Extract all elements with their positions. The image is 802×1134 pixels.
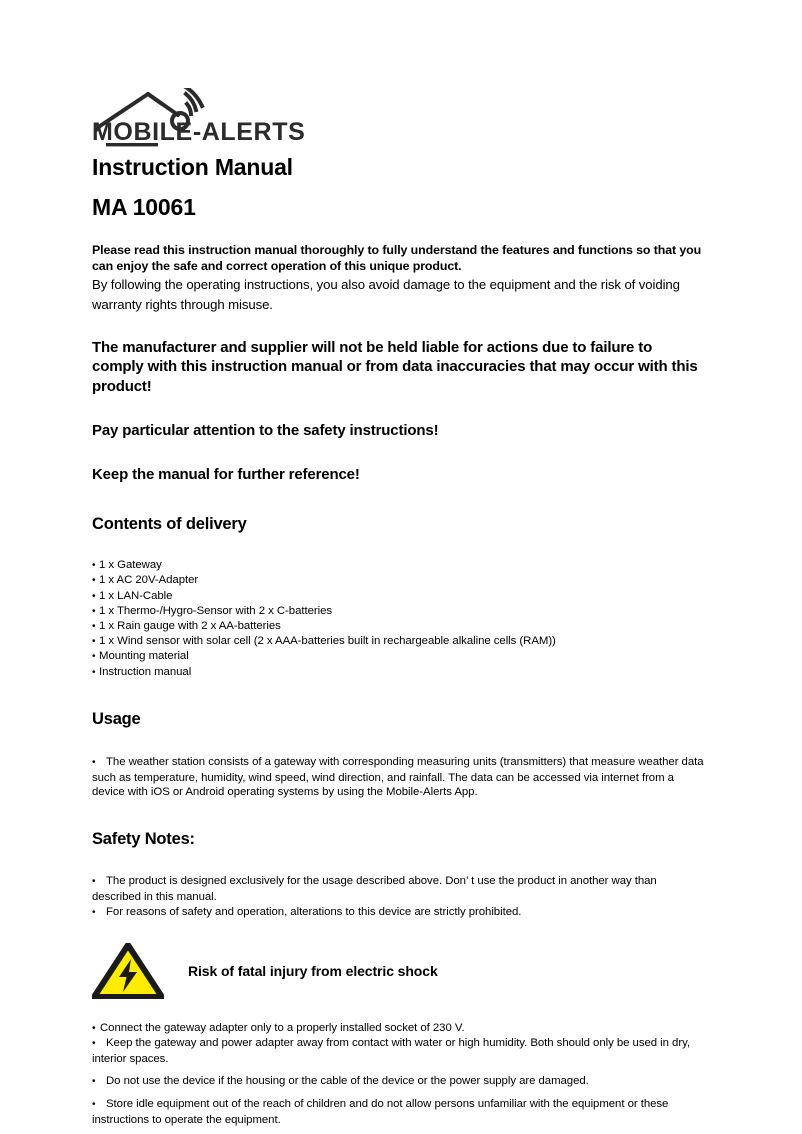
list-item: • 1 x AC 20V-Adapter [92, 573, 704, 588]
safety-notes-list [92, 874, 704, 920]
bullet-icon: • [92, 1076, 96, 1088]
list-item-text: Store idle equipment out of the reach of children and do not allow persons unfamiliar with the equipment or these instructions to operate the equipment. [92, 1097, 669, 1126]
usage-notes-list [92, 755, 704, 800]
list-item: • 1 x Rain gauge with 2 x AA-batteries [92, 619, 704, 634]
intro-regular-paragraph: By following the operating instructions, you also avoid damage to the equipment and the risk of voiding warranty rights through misuse. [92, 276, 680, 313]
section-heading-delivery: Contents of delivery [92, 515, 247, 534]
list-item: • 1 x Gateway [92, 558, 704, 573]
logo-wordmark: MOBILE-ALERTS [92, 118, 306, 146]
warning-label: Risk of fatal injury from electric shock [188, 962, 438, 979]
page-title: Instruction Manual [92, 154, 293, 180]
intro-bold-paragraph: Please read this instruction manual thoroughly to fully understand the features and functions so that you can enjoy the safe and correct operation of this unique product. [92, 242, 702, 273]
list-item [92, 1021, 704, 1037]
list-item: • Mounting material [92, 649, 704, 664]
list-item: • 1 x LAN-Cable [92, 589, 704, 604]
list-item: • Instruction manual [92, 665, 704, 680]
list-item-text: Do not use the device if the housing or the cable of the device or the power supply are damaged. [106, 1075, 589, 1088]
model-number: MA 10061 [92, 194, 196, 221]
list-item [92, 1036, 704, 1067]
list-item-text: The weather station consists of a gateway with corresponding measuring units (transmitters) that measure weather data such as temperature, humidity, wind speed, wind direction, and rainfall. The data can be accessed via internet from a device with iOS or Android operating systems by using the Mobile-Alerts App. [92, 755, 704, 799]
list-item-text: Keep the gateway and power adapter away from contact with water or high humidity. Both should only be used in dry, interior spaces. [92, 1037, 690, 1066]
section-heading-usage: Usage [92, 709, 141, 728]
list-item [92, 874, 704, 905]
delivery-items-list [92, 558, 704, 680]
house-wifi-icon [92, 88, 306, 150]
bullet-icon: • [92, 1098, 96, 1110]
list-item: • 1 x Thermo-/Hygro-Sensor with 2 x C-batteries [92, 604, 704, 619]
list-item [92, 905, 704, 921]
document-content [92, 88, 704, 1127]
brand-logo [92, 88, 306, 150]
list-item [92, 1074, 704, 1090]
bullet-icon: • [92, 906, 96, 918]
list-item [92, 1097, 704, 1128]
list-item-text: The product is designed exclusively for the usage described above. Don’ t use the product in another way than described in this manual. [92, 875, 657, 904]
bullet-icon: • [92, 756, 96, 768]
list-item [92, 755, 704, 800]
list-item: • 1 x Wind sensor with solar cell (2 x AAA-batteries built in rechargeable alkaline cells (RAM)) [92, 634, 704, 649]
electric-shock-warning-icon [92, 943, 164, 999]
bullet-icon: • [92, 876, 96, 888]
safety-attention-statement: Pay particular attention to the safety instructions! [92, 422, 439, 440]
liability-statement: The manufacturer and supplier will not be held liable for actions due to failure to comply with this instruction manual or from data inaccuracies that may occur with this product! [92, 338, 698, 396]
keep-manual-statement: Keep the manual for further reference! [92, 466, 360, 484]
electric-shock-warning [92, 943, 704, 999]
bullet-icon: • [92, 1038, 96, 1050]
bullet-icon: • [92, 1022, 96, 1034]
list-item-text: For reasons of safety and operation, alterations to this device are strictly prohibited. [106, 905, 522, 918]
electrical-safety-list [92, 1021, 704, 1128]
section-heading-safety: Safety Notes: [92, 830, 195, 849]
list-item-text: Connect the gateway adapter only to a properly installed socket of 230 V. [100, 1021, 465, 1034]
